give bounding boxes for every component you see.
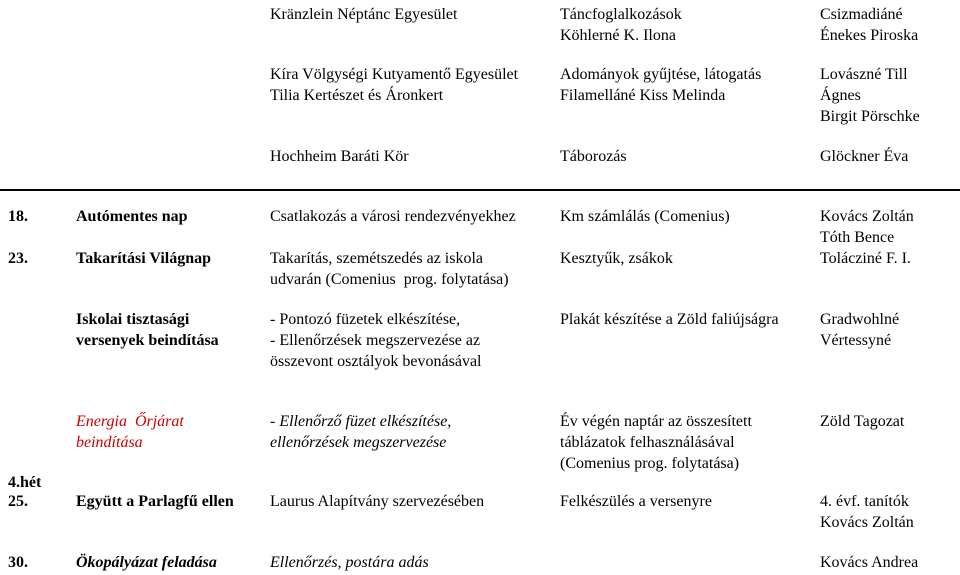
r5-task-line1: Takarítás, szemétszedés az iskola: [270, 250, 484, 267]
r6-responsible-line1: Gradwohlné: [820, 311, 900, 328]
r5-event: Takarítási Világnap: [76, 250, 212, 267]
r6-task-line1: - Pontozó füzetek elkészítése,: [270, 311, 461, 328]
r8-responsible-line2: Kovács Zoltán: [820, 514, 914, 531]
r2-responsible-line3: Birgit Pörschke: [820, 108, 920, 125]
r7-event-line2: beindítása: [76, 434, 143, 451]
r4-activity: Km számlálás (Comenius): [560, 208, 730, 225]
r3-responsible: Glöckner Éva: [820, 148, 909, 165]
r1-responsible-line1: Csizmadiáné: [820, 6, 903, 23]
r2-partner-line2: Tilia Kertészet és Áronkert: [270, 87, 444, 104]
r3-activity: Táborozás: [560, 148, 627, 165]
r4-date: 18.: [8, 208, 28, 225]
r6-event-line2: versenyek beindítása: [76, 332, 219, 349]
r2-activity-line2: Filamelláné Kiss Melinda: [560, 87, 726, 104]
r9-date: 30.: [8, 554, 28, 571]
r7-event-line1: Energia Őrjárat: [76, 413, 184, 430]
r2-activity-line1: Adományok gyűjtése, látogatás: [560, 66, 762, 83]
r2-responsible-line2: Ágnes: [820, 87, 861, 104]
r3-partner: Hochheim Baráti Kör: [270, 148, 409, 165]
r5-task-line2: udvarán (Comenius prog. folytatása): [270, 271, 509, 288]
r1-partner: Kränzlein Néptánc Egyesület: [270, 6, 458, 23]
r9-responsible: Kovács Andrea: [820, 554, 919, 571]
r2-partner-line1: Kíra Völgységi Kutyamentő Egyesület: [270, 66, 519, 83]
table-divider: [0, 189, 960, 191]
r1-responsible-line2: Énekes Piroska: [820, 27, 919, 44]
r4-responsible-line2: Tóth Bence: [820, 229, 895, 246]
r4-responsible-line3: Tolácziné F. I.: [820, 250, 911, 267]
r9-task: Ellenőrzés, postára adás: [270, 554, 429, 571]
r1-activity-line2: Köhlerné K. Ilona: [560, 27, 676, 44]
r6-responsible-line2: Vértessyné: [820, 332, 892, 349]
r8-task: Laurus Alapítvány szervezésében: [270, 493, 485, 510]
r7-responsible: Zöld Tagozat: [820, 413, 905, 430]
r8-date: 25.: [8, 493, 28, 510]
r4-responsible-line1: Kovács Zoltán: [820, 208, 914, 225]
r8-week: 4.hét: [8, 474, 42, 491]
r1-activity-line1: Táncfoglalkozások: [560, 6, 682, 23]
r4-event: Autómentes nap: [76, 208, 188, 225]
r8-responsible-line1: 4. évf. tanítók: [820, 493, 909, 510]
r8-activity: Felkészülés a versenyre: [560, 493, 712, 510]
r7-task-line2: ellenőrzések megszervezése: [270, 434, 447, 451]
r7-activity-line1: Év végén naptár az összesített: [560, 413, 752, 430]
r6-event-line1: Iskolai tisztasági: [76, 311, 190, 328]
r5-activity: Kesztyűk, zsákok: [560, 250, 673, 267]
r8-event: Együtt a Parlagfű ellen: [76, 493, 234, 510]
r9-event: Ökopályázat feladása: [76, 554, 217, 571]
r5-date: 23.: [8, 250, 28, 267]
r4-task: Csatlakozás a városi rendezvényekhez: [270, 208, 516, 225]
r6-activity: Plakát készítése a Zöld faliújságra: [560, 311, 779, 328]
r6-task-line3: összevont osztályok bevonásával: [270, 353, 482, 370]
r7-task-line1: - Ellenőrző füzet elkészítése,: [270, 413, 452, 430]
r6-task-line2: - Ellenőrzések megszervezése az: [270, 332, 481, 349]
r7-activity-line3: (Comenius prog. folytatása): [560, 455, 740, 472]
r7-activity-line2: táblázatok felhasználásával: [560, 434, 735, 451]
r2-responsible-line1: Lovászné Till: [820, 66, 908, 83]
